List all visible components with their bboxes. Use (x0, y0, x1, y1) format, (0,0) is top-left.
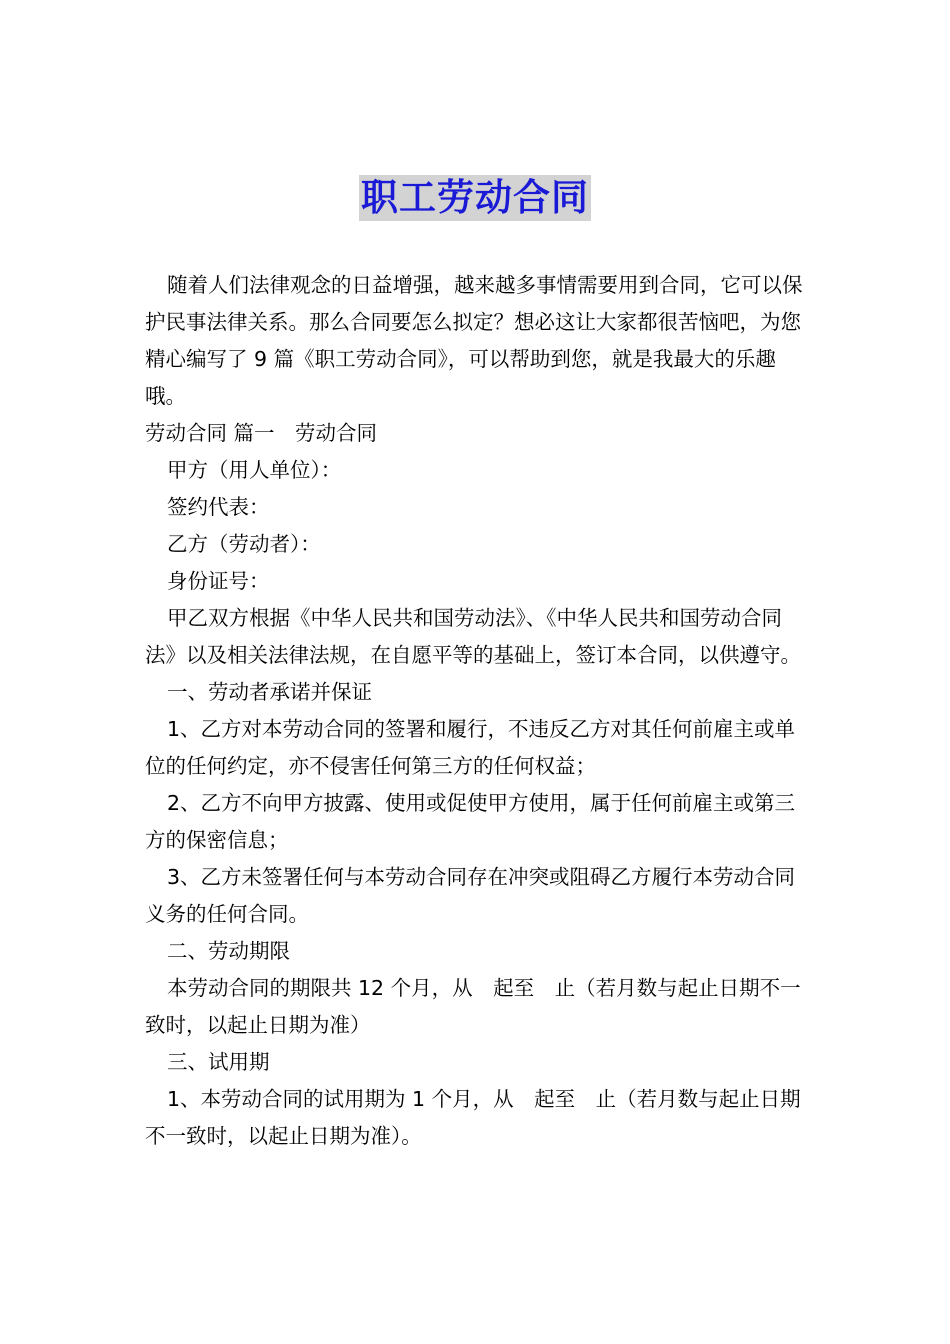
clause-1-item-3: 3、乙方未签署任何与本劳动合同存在冲突或阻碍乙方履行本劳动合同义务的任何合同。 (145, 865, 796, 926)
clause-1-item-1: 1、乙方对本劳动合同的签署和履行，不违反乙方对其任何前雇主或单位的任何约定，亦不侵害任何第三方的任何权益； (145, 717, 796, 778)
clause-heading-3: 三、试用期 (167, 1050, 270, 1074)
intro-paragraph: 随着人们法律观念的日益增强，越来越多事情需要用到合同，它可以保护民事法律关系。那么合同要怎么拟定？想必这让大家都很苦恼吧，为您精心编写了 9 篇《职工劳动合同》，可以帮助到您，就是我最大的乐趣哦。 (145, 273, 803, 408)
clause-heading-1: 一、劳动者承诺并保证 (167, 680, 372, 704)
clause-1-item-2: 2、乙方不向甲方披露、使用或促使甲方使用，属于任何前雇主或第三方的保密信息； (145, 791, 796, 852)
representative-line: 签约代表： (167, 495, 270, 519)
agreement-paragraph: 甲乙双方根据《中华人民共和国劳动法》、《中华人民共和国劳动合同法》以及相关法律法规，在自愿平等的基础上，签订本合同，以供遵守。 (145, 606, 801, 667)
clause-heading-2: 二、劳动期限 (167, 939, 290, 963)
section-heading: 劳动合同 篇一 劳动合同 (145, 421, 378, 445)
title-container (0, 175, 950, 221)
clause-3-item-1: 1、本劳动合同的试用期为 1 个月，从 起至 止（若月数与起止日期不一致时，以起止日期为准）。 (145, 1087, 801, 1148)
document-body (145, 267, 810, 1155)
party-a-line: 甲方（用人单位）： (167, 458, 342, 482)
document-title: 职工劳动合同 (361, 176, 589, 219)
party-b-line: 乙方（劳动者）： (167, 532, 321, 556)
clause-2-body: 本劳动合同的期限共 12 个月，从 起至 止（若月数与起止日期不一致时，以起止日期为准） (145, 976, 801, 1037)
id-number-line: 身份证号： (167, 569, 270, 593)
